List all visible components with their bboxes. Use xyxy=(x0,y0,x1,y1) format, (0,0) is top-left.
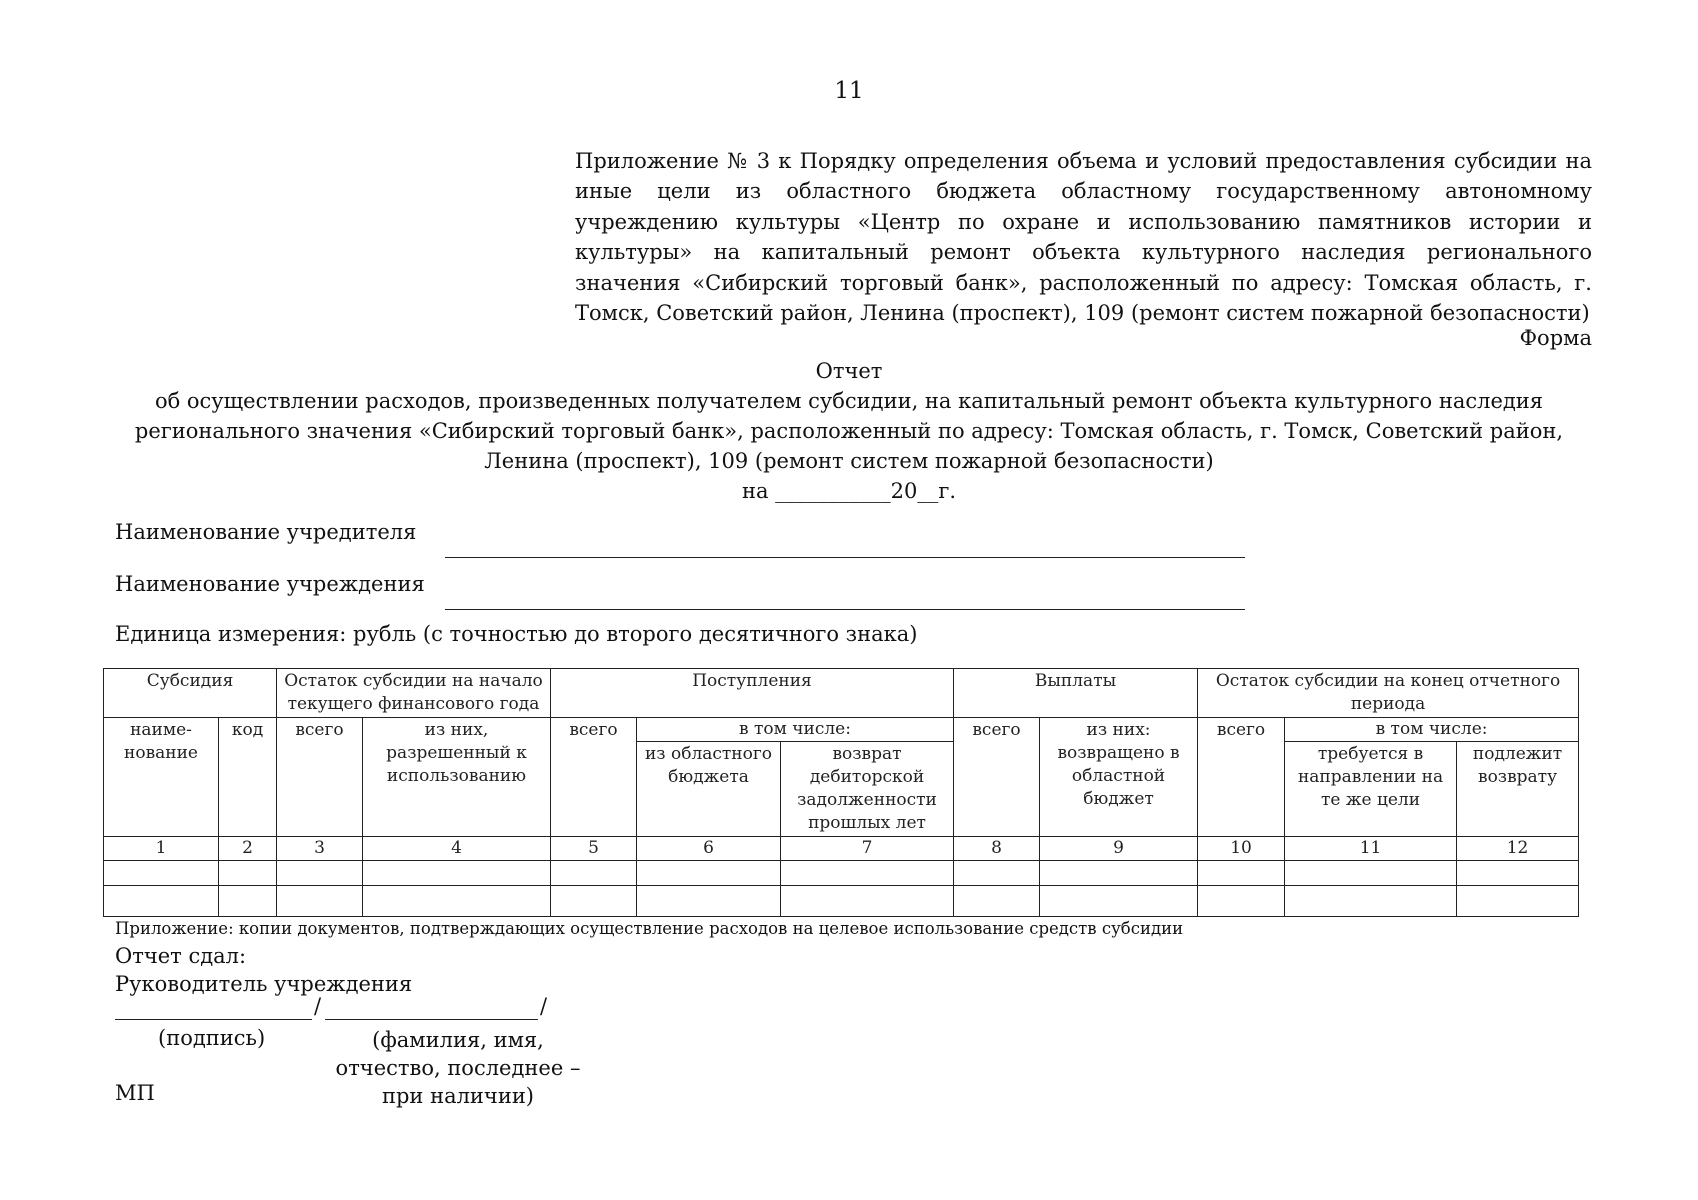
report-title-line-2: регионального значения «Сибирский торговый банк», расположенный по адресу: Томская область, г. Томск, Советский район, xyxy=(134,419,1564,443)
fio-field[interactable] xyxy=(325,1019,538,1020)
header-payments: Выплаты xyxy=(954,669,1198,718)
header-allowed: из них, разрешенный к использованию xyxy=(363,718,551,837)
header-subsidy: Субсидия xyxy=(104,669,277,718)
table-cell[interactable] xyxy=(1040,886,1198,917)
table-cell[interactable] xyxy=(551,861,637,886)
signature-caption: (подпись) xyxy=(158,1026,266,1050)
table-cell[interactable] xyxy=(1285,886,1457,917)
stamp-place-label: МП xyxy=(115,1081,155,1105)
appendix-header-text: Приложение № 3 к Порядку определения объема и условий предоставления субсидии на иные цели из областного бюджета областному государственному автономному учреждению культуры «Центр по охране и использованию памятников истории и культуры» на капитальный ремонт объекта культурного наследия регионального значения «Сибирский торговый банк», расположенный по адресу: Томская область, г. Томск, Советский район, Ленина (проспект), 109 (ремонт систем пожарной безопасности) xyxy=(575,149,1592,326)
report-title-line-1: об осуществлении расходов, произведенных получателем субсидии, на капитальный ремонт объекта культурного наследия xyxy=(154,389,1544,413)
header-debt-return: возврат дебиторской задолженности прошлых лет xyxy=(781,742,954,837)
header-receipts: Поступления xyxy=(551,669,954,718)
table-cell[interactable] xyxy=(219,861,277,886)
table-cell[interactable] xyxy=(363,886,551,917)
table-cell[interactable] xyxy=(363,861,551,886)
header-from-regional-budget: из областного бюджета xyxy=(637,742,781,837)
table-cell[interactable] xyxy=(637,886,781,917)
table-cell[interactable] xyxy=(1198,861,1285,886)
table-cell[interactable] xyxy=(104,861,219,886)
submitted-label: Отчет сдал: xyxy=(115,944,247,968)
table-cell[interactable] xyxy=(954,861,1040,886)
head-of-institution-label: Руководитель учреждения xyxy=(115,972,413,996)
header-code: код xyxy=(219,718,277,837)
header-name: наиме-нование xyxy=(104,718,219,837)
report-table xyxy=(103,668,1579,917)
header-payments-total: всего xyxy=(954,718,1040,837)
column-number: 11 xyxy=(1285,837,1457,861)
report-title-line-3: Ленина (проспект), 109 (ремонт систем пожарной безопасности) xyxy=(484,449,1214,473)
table-cell[interactable] xyxy=(104,886,219,917)
table-cell[interactable] xyxy=(637,861,781,886)
column-number: 1 xyxy=(104,837,219,861)
column-number: 5 xyxy=(551,837,637,861)
table-cell[interactable] xyxy=(277,886,363,917)
column-number: 10 xyxy=(1198,837,1285,861)
table-cell[interactable] xyxy=(954,886,1040,917)
header-start-total: всего xyxy=(277,718,363,837)
signature-slash-left: / xyxy=(314,994,322,1018)
column-number: 6 xyxy=(637,837,781,861)
header-end-balance: Остаток субсидии на конец отчетного периода xyxy=(1198,669,1579,718)
column-number: 2 xyxy=(219,837,277,861)
table-cell[interactable] xyxy=(781,861,954,886)
column-number: 7 xyxy=(781,837,954,861)
table-cell[interactable] xyxy=(1285,861,1457,886)
table-cell[interactable] xyxy=(551,886,637,917)
institution-name-field[interactable] xyxy=(445,609,1245,610)
column-number: 12 xyxy=(1457,837,1579,861)
table-row xyxy=(104,861,1579,886)
header-receipts-total: всего xyxy=(551,718,637,837)
founder-name-field[interactable] xyxy=(445,557,1245,558)
table-cell[interactable] xyxy=(1457,861,1579,886)
institution-label: Наименование учреждения xyxy=(115,572,425,596)
header-to-be-returned: подлежит возврату xyxy=(1457,742,1579,837)
form-label: Форма xyxy=(1519,326,1592,350)
header-required-same-purpose: требуется в направлении на те же цели xyxy=(1285,742,1457,837)
table-cell[interactable] xyxy=(1198,886,1285,917)
header-start-balance: Остаток субсидии на начало текущего финансового года xyxy=(277,669,551,718)
column-number: 4 xyxy=(363,837,551,861)
table-cell[interactable] xyxy=(277,861,363,886)
table-header-row-2 xyxy=(104,718,1579,742)
signature-field[interactable] xyxy=(115,1019,312,1020)
header-end-including: в том числе: xyxy=(1285,718,1579,742)
attachment-note: Приложение: копии документов, подтверждающих осуществление расходов на целевое использование средств субсидии xyxy=(115,919,1184,938)
column-number: 9 xyxy=(1040,837,1198,861)
page-number: 11 xyxy=(834,78,864,104)
table-cell[interactable] xyxy=(781,886,954,917)
table-row xyxy=(104,886,1579,917)
header-end-total: всего xyxy=(1198,718,1285,837)
table-cell[interactable] xyxy=(1040,861,1198,886)
column-number: 8 xyxy=(954,837,1040,861)
report-title-block xyxy=(60,356,1638,506)
table-header-row-1 xyxy=(104,669,1579,718)
column-number-row xyxy=(104,837,1579,861)
column-number: 3 xyxy=(277,837,363,861)
report-date-line: на ___________20__г. xyxy=(741,479,957,503)
table-cell[interactable] xyxy=(219,886,277,917)
units-label: Единица измерения: рубль (с точностью до второго десятичного знака) xyxy=(115,622,918,646)
founder-label: Наименование учредителя xyxy=(115,520,417,544)
header-receipts-including: в том числе: xyxy=(637,718,954,742)
table-cell[interactable] xyxy=(1457,886,1579,917)
fio-caption: (фамилия, имя, отчество, последнее – при наличии) xyxy=(335,1028,581,1108)
signature-slash-right: / xyxy=(540,994,548,1018)
report-heading: Отчет xyxy=(815,359,883,383)
header-returned-to-budget: из них: возвращено в областной бюджет xyxy=(1040,718,1198,837)
